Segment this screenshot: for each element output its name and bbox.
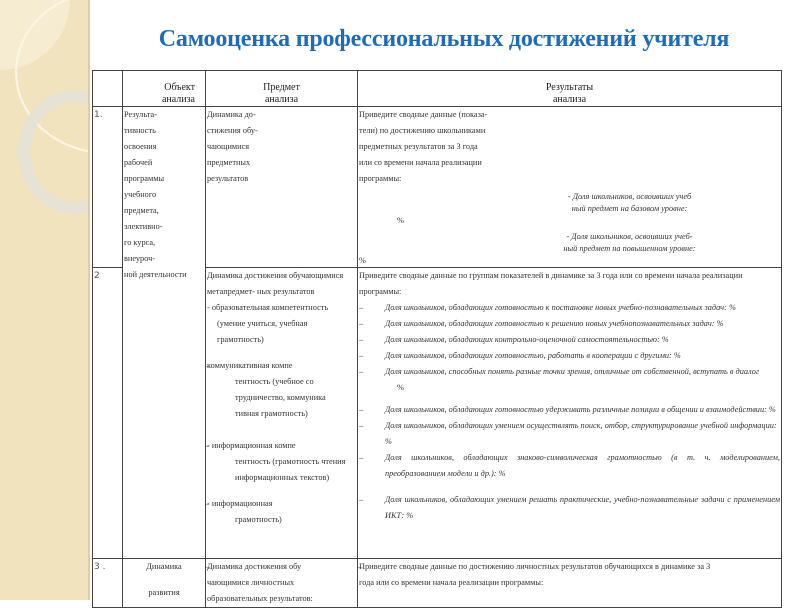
row-subject: [206, 559, 358, 608]
object-line: учебного: [124, 190, 157, 199]
row-results: [358, 268, 782, 559]
row-number: 3 .: [93, 559, 123, 608]
self-assessment-table: [92, 70, 782, 608]
subject-line: тентность (учебное со: [235, 377, 314, 386]
result-item: – Доля школьников, способных понять разные точки зрения, отличные от собственной, вступать в диалог: [359, 364, 780, 380]
header-subject-line2: анализа: [264, 94, 299, 105]
decorative-sidebar: [0, 0, 90, 600]
subject-line: Динамика достижения обучающимися: [207, 271, 344, 280]
header-results-line2: анализа: [552, 94, 587, 105]
subject-line: стижения обу-: [207, 126, 258, 135]
subject-line: (умение учиться, учебная: [217, 319, 308, 328]
subject-line: – Динамика достижения обу: [207, 562, 302, 571]
subject-line: метапредмет- ных результатов: [207, 287, 315, 296]
subject-line: чающимися: [207, 142, 250, 151]
object-line: ной деятельности: [124, 270, 187, 279]
subject-line: – - информационная: [207, 496, 356, 512]
subject-line: грамотность): [217, 335, 264, 344]
row-object: [123, 107, 206, 559]
header-results-line1: Результаты: [545, 82, 594, 93]
table-header-row: [93, 71, 782, 107]
page-title: Самооценка профессиональных достижений учителя: [158, 26, 730, 52]
result-item: – Доля школьников, обладающих умением осуществлять поиск, отбор, структурирование учебной информации: %: [359, 418, 780, 450]
header-subject-line1: Предмет: [263, 82, 300, 93]
row-results: [358, 107, 782, 268]
object-line: Динамика: [146, 562, 182, 571]
subject-line: образовательных результатов:: [207, 594, 313, 603]
result-item-value: %: [359, 256, 366, 265]
header-object-line1: Объект: [164, 82, 195, 93]
object-line: внеуроч-: [124, 254, 155, 263]
subject-line: предметных: [207, 158, 251, 167]
results-line: программы:: [359, 174, 402, 183]
subject-line: - образовательная компетентность: [207, 303, 329, 312]
table-row: [93, 559, 782, 608]
header-object-line2: анализа: [161, 94, 195, 105]
result-item-text: - Доля школьников, освоивших учеб: [567, 192, 692, 201]
results-line: Приведите сводные данные (показа-: [359, 110, 488, 119]
header-num: [93, 71, 123, 107]
object-line: рабочей: [124, 158, 153, 167]
subject-line: грамотность): [235, 515, 282, 524]
subject-line: – коммуникативная компе: [207, 358, 356, 374]
object-line: освоения: [124, 142, 157, 151]
results-line: или со времени начала реализации: [359, 158, 482, 167]
subject-line: Динамика до-: [207, 110, 256, 119]
row-object: [123, 559, 206, 608]
subject-line: информационных текстов): [235, 473, 330, 482]
result-item: – Доля школьников, обладающих контрольно-оценочной самостоятельностью: %: [359, 332, 780, 348]
row-subject: [206, 268, 358, 559]
object-line: го курса,: [124, 238, 156, 247]
subject-line: чающимися личностных: [207, 578, 295, 587]
row-number: 2: [93, 268, 123, 559]
row-number: 1.: [93, 107, 123, 268]
subject-line: результатов: [207, 174, 249, 183]
subject-line: трудничество, коммуника: [235, 393, 326, 402]
result-item-text: ный предмет на повышенном уровне:: [563, 244, 696, 253]
row-subject: [206, 107, 358, 268]
result-item: – Доля школьников, обладающих готовностью к решению новых учебнопознавательных задач: %: [359, 316, 780, 332]
subject-line: – - информационная компе: [207, 438, 356, 454]
result-item-text: ный предмет на базовом уровне:: [571, 204, 688, 213]
result-item: – Доля школьников, обладающих готовностью удерживать различные позиции в общении и взаимодействии: %: [359, 402, 780, 418]
table-row: [93, 107, 782, 268]
object-line: развития: [148, 588, 180, 597]
result-item-text: - Доля школьников, освоивших учеб-: [566, 232, 693, 241]
subject-line: тивная грамотность): [235, 409, 308, 418]
results-intro: Приведите сводные данные по группам показателей в динамике за 3 года или со времени начала реализации программы:: [359, 271, 743, 296]
result-item: – Доля школьников, обладающих готовностью к постановке новых учебно-познавательных задач: %: [359, 300, 780, 316]
result-item: – Доля школьников, обладающих готовностью, работать в кооперации с другими: %: [359, 348, 780, 364]
row-results: [358, 559, 782, 608]
object-line: Результа-: [124, 110, 157, 119]
result-item-value: %: [397, 383, 404, 392]
object-line: элективно-: [124, 222, 163, 231]
header-subject: [206, 71, 358, 107]
results-line: года или со времени начала реализации программы:: [359, 578, 544, 587]
header-object: [123, 71, 206, 107]
object-line: программы: [124, 174, 165, 183]
result-item-value: %: [397, 216, 404, 225]
results-line: – Приведите сводные данные по достижению личностных результатов обучающихся в динамике за 3: [359, 562, 711, 571]
object-line: предмета,: [124, 206, 159, 215]
object-line: тивность: [124, 126, 156, 135]
results-line: тели) по достижению школьниками: [359, 126, 486, 135]
result-item: – Доля школьников, обладающих умением решать практические, учебно-познавательные задачи с применением ИКТ: %: [359, 492, 780, 524]
subject-line: тентность (грамотность чтения: [235, 457, 346, 466]
results-line: предметных результатов за 3 года: [359, 142, 478, 151]
result-item: – Доля школьников, обладающих знаково-символическая грамотностью (в т. ч. моделированием, преобразованием модели и др.): %: [359, 450, 780, 482]
header-results: [358, 71, 782, 107]
